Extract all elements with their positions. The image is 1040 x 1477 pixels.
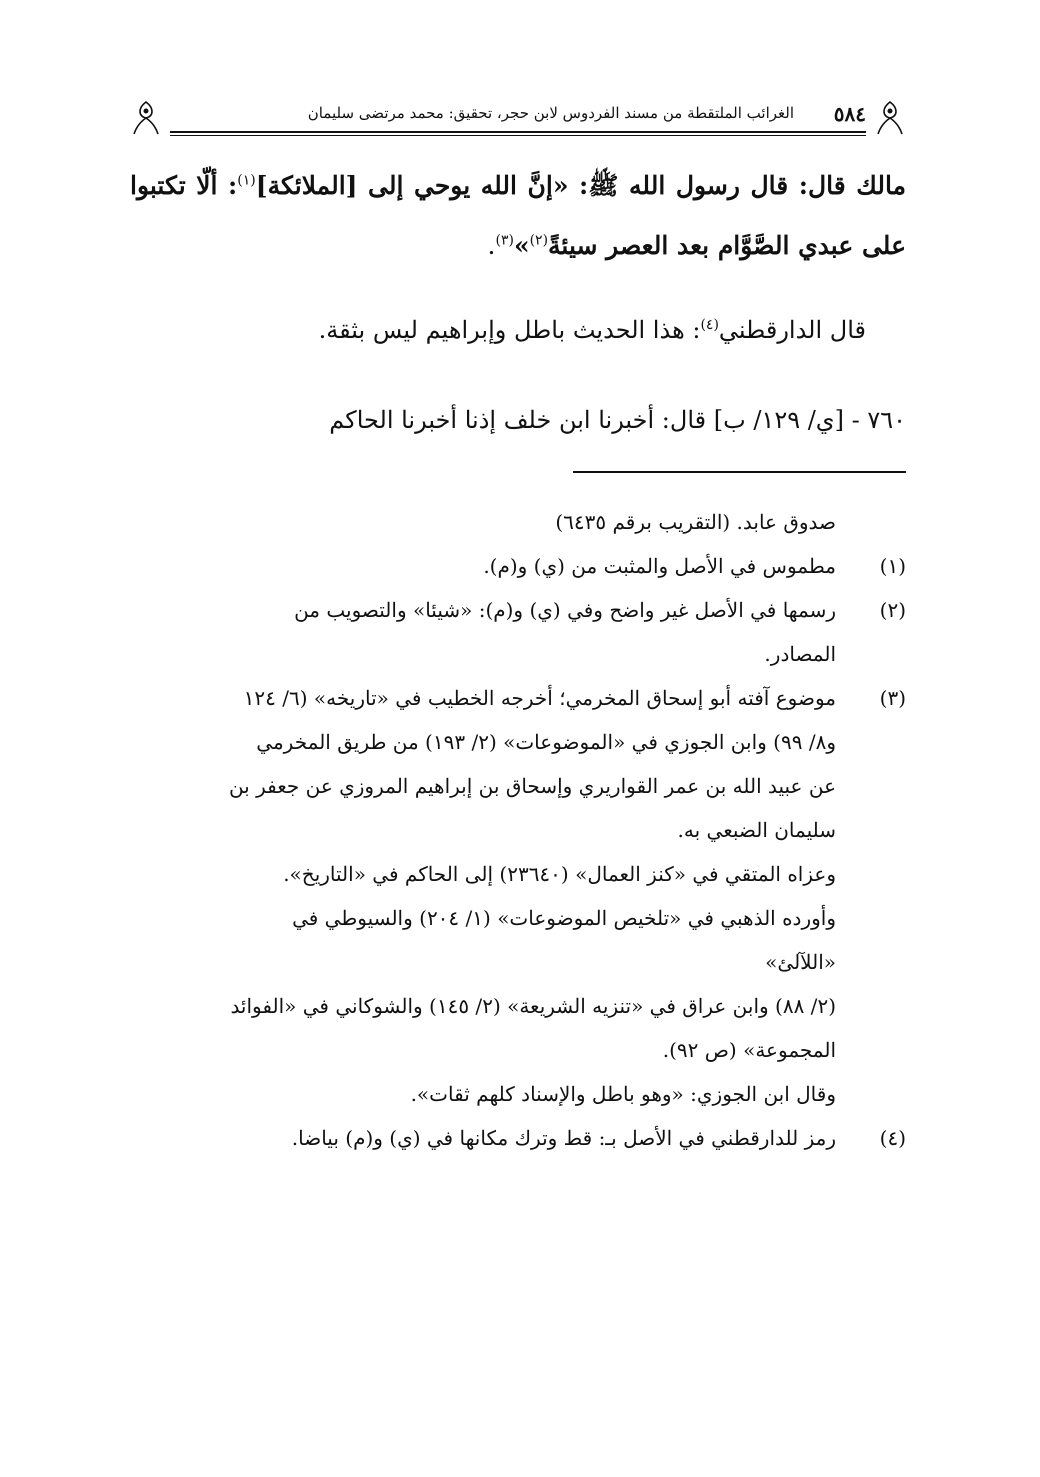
footnote-text: سليمان الضبعي به. [677, 818, 836, 842]
hadith-text [130, 156, 906, 276]
hadith-760-chain: ٧٦٠ - [ي/ ١٢٩/ ب] قال: أخبرنا ابن خلف إذنا أخبرنا الحاكم [329, 406, 906, 434]
footnote-text: «اللآلئ» [765, 950, 836, 974]
running-title: الغرائب الملتقطة من مسند الفردوس لابن حجر، تحقيق: محمد مرتضى سليمان [307, 104, 794, 122]
footnote-number: (٣) [879, 686, 906, 710]
footnote-ref-2: (٢) [529, 232, 549, 249]
footnote-ref-4: (٤) [700, 317, 719, 333]
page-header [130, 98, 906, 144]
footnotes [130, 500, 906, 1160]
hadith-intro: مالك قال: قال رسول الله ﷺ: « [552, 171, 906, 200]
hadith-quote: إنَّ الله يوحي إلى [الملائكة] [255, 171, 553, 200]
footnote-text: المجموعة» (ص ٩٢). [662, 1038, 836, 1062]
footnote-separator [573, 471, 906, 473]
footnote-text: عن عبيد الله بن عمر القواريري وإسحاق بن إبراهيم المروزي عن جعفر بن [228, 774, 836, 798]
footnote-text: وعزاه المتقي في «كنز العمال» (٢٣٦٤٠) إلى الحاكم في «التاريخ». [283, 862, 836, 886]
footnote-text: وقال ابن الجوزي: «وهو باطل والإسناد كلهم ثقات». [410, 1082, 836, 1106]
footnote-text: رسمها في الأصل غير واضح وفي (ي) و(م): «شيئا» والتصويب من [294, 598, 836, 622]
footnote-number: (٤) [879, 1126, 906, 1150]
daraqutni-comment [130, 316, 906, 344]
footnote-2 [130, 588, 906, 676]
header-rule [170, 131, 866, 133]
footnote-text: وأورده الذهبي في «تلخيص الموضوعات» (١/ ٢٠٤) والسيوطي في [292, 906, 836, 930]
footnote-text: موضوع آفته أبو إسحاق المخرمي؛ أخرجه الخطيب في «تاريخه» (٦/ ١٢٤ [243, 686, 836, 710]
footnote-text: المصادر. [764, 642, 836, 666]
comment-lead: قال الدارقطني [718, 316, 866, 344]
footnote-text: و٨/ ٩٩) وابن الجوزي في «الموضوعات» (٢/ ١٩٣) من طريق المخرمي [256, 730, 836, 754]
footnote-carryover: صدوق عابد. (التقريب برقم ٦٤٣٥) [555, 510, 836, 534]
footnote-1 [130, 544, 906, 588]
footnote-text: (٢/ ٨٨) وابن عراق في «تنزيه الشريعة» (٢/ ١٤٥) والشوكاني في «الفوائد [230, 994, 836, 1018]
footnote-text: مطموس في الأصل والمثبت من (ي) و(م). [483, 554, 836, 578]
period: . [487, 231, 496, 260]
quote-close: » [513, 231, 530, 260]
floral-ornament-icon [130, 100, 162, 136]
header-rule-thin [170, 135, 866, 136]
page-number: ٥٨٤ [833, 102, 866, 126]
footnote-text: رمز للدارقطني في الأصل بـ: قط وترك مكانها في (ي) و(م) بياضا. [291, 1126, 836, 1150]
floral-ornament-icon [874, 100, 906, 136]
footnote-ref-3: (٣) [495, 232, 514, 249]
footnote-number: (١) [879, 554, 906, 578]
footnote-3 [130, 676, 906, 1116]
footnote-number: (٢) [879, 598, 906, 622]
hadith-quote-cont: : ألّا تكتبوا على عبدي الصَّوَّام بعد العصر سيئةً [130, 171, 906, 260]
footnote-4 [130, 1116, 906, 1160]
comment-rest: : هذا الحديث باطل وإبراهيم ليس بثقة. [318, 316, 701, 344]
footnote-ref-1: (١) [237, 172, 256, 189]
